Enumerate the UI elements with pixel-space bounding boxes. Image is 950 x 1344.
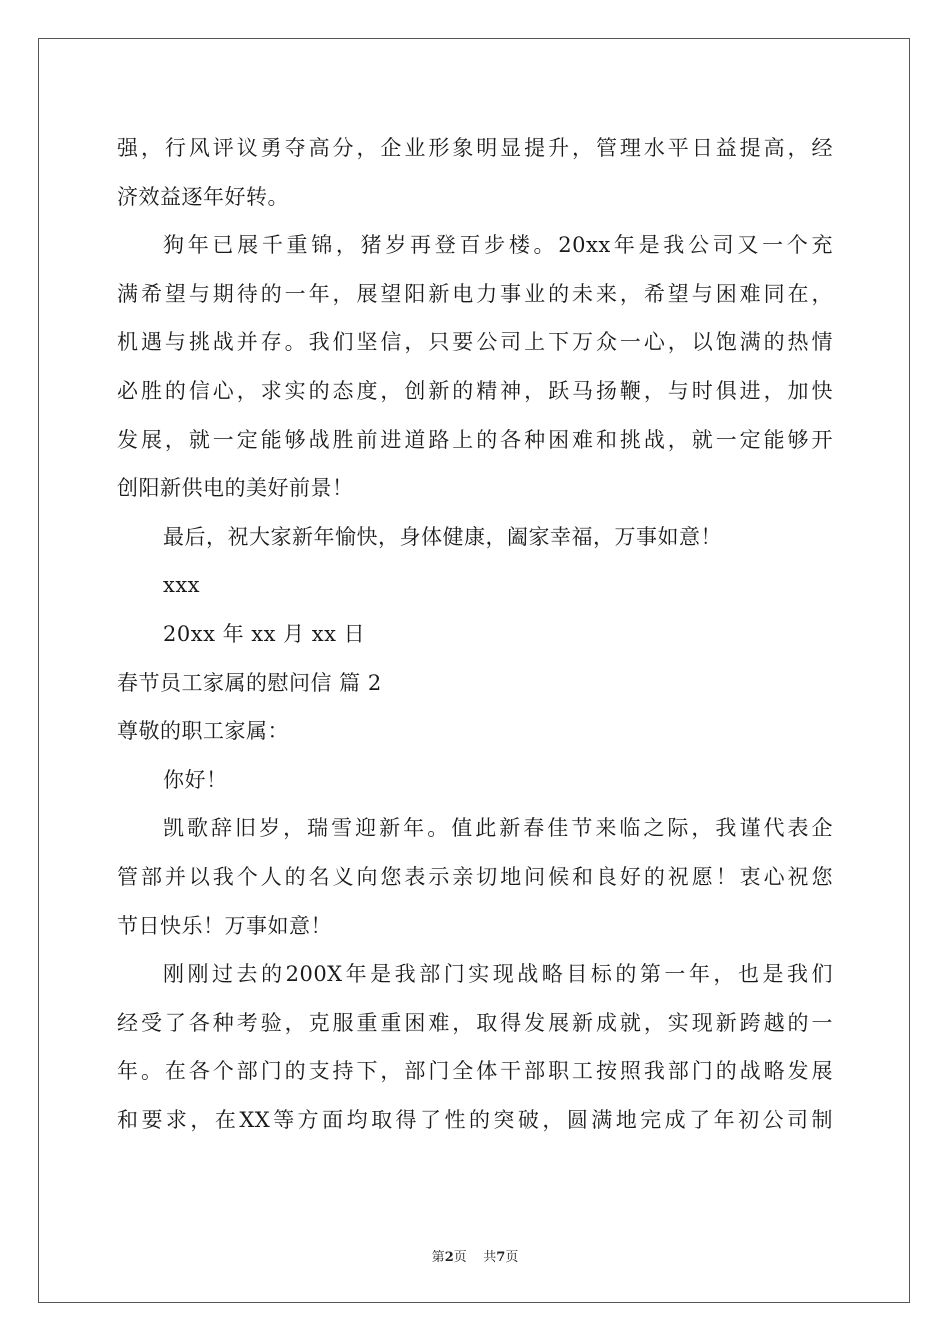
text-line: 满希望与期待的一年，展望阳新电力事业的未来，希望与困难同在，: [117, 281, 833, 306]
total-page-number: 7: [496, 1250, 506, 1265]
document-body: [117, 124, 833, 1144]
footer-prefix: 第: [431, 1250, 445, 1265]
salutation: 尊敬的职工家属：: [117, 719, 289, 744]
text-line: 凯歌辞旧岁，瑞雪迎新年。值此新春佳节来临之际，我谨代表企: [163, 816, 833, 841]
text-line: 节日快乐！万事如意！: [117, 913, 332, 938]
footer-suffix: 页: [505, 1250, 519, 1265]
date-line: 20xx 年 xx 月 xx 日: [163, 621, 366, 646]
text-line: 创阳新供电的美好前景！: [117, 476, 354, 501]
text-line: 济效益逐年好转。: [117, 184, 289, 209]
signature: xxx: [163, 573, 201, 598]
text-line: 经受了各种考验，克服重重困难，取得发展新成就，实现新跨越的一: [117, 1010, 833, 1035]
text-line: 管部并以我个人的名义向您表示亲切地问候和良好的祝愿！衷心祝您: [117, 864, 833, 889]
greeting: 你好！: [163, 767, 228, 792]
section-title: 春节员工家属的慰问信 篇 2: [117, 670, 382, 695]
text-line: 机遇与挑战并存。我们坚信，只要公司上下万众一心，以饱满的热情: [117, 330, 833, 355]
text-line: 发展，就一定能够战胜前进道路上的各种困难和挑战，就一定能够开: [117, 427, 833, 452]
text-line: 年。在各个部门的支持下，部门全体干部职工按照我部门的战略发展: [117, 1059, 833, 1084]
footer-middle: 页 共: [453, 1250, 497, 1265]
text-line: 刚刚过去的200X年是我部门实现战略目标的第一年，也是我们: [163, 962, 833, 987]
text-line: 狗年已展千重锦，猪岁再登百步楼。20xx年是我公司又一个充: [163, 233, 833, 258]
text-line: 强，行风评议勇夺高分，企业形象明显提升，管理水平日益提高，经: [117, 136, 833, 160]
closing-wish: 最后，祝大家新年愉快，身体健康，阖家幸福，万事如意！: [163, 524, 722, 549]
current-page-number: 2: [444, 1250, 454, 1265]
page-footer: [0, 1246, 950, 1265]
text-line: 和要求，在XX等方面均取得了性的突破，圆满地完成了年初公司制: [117, 1107, 833, 1132]
text-line: 必胜的信心，求实的态度，创新的精神，跃马扬鞭，与时俱进，加快: [117, 378, 833, 403]
